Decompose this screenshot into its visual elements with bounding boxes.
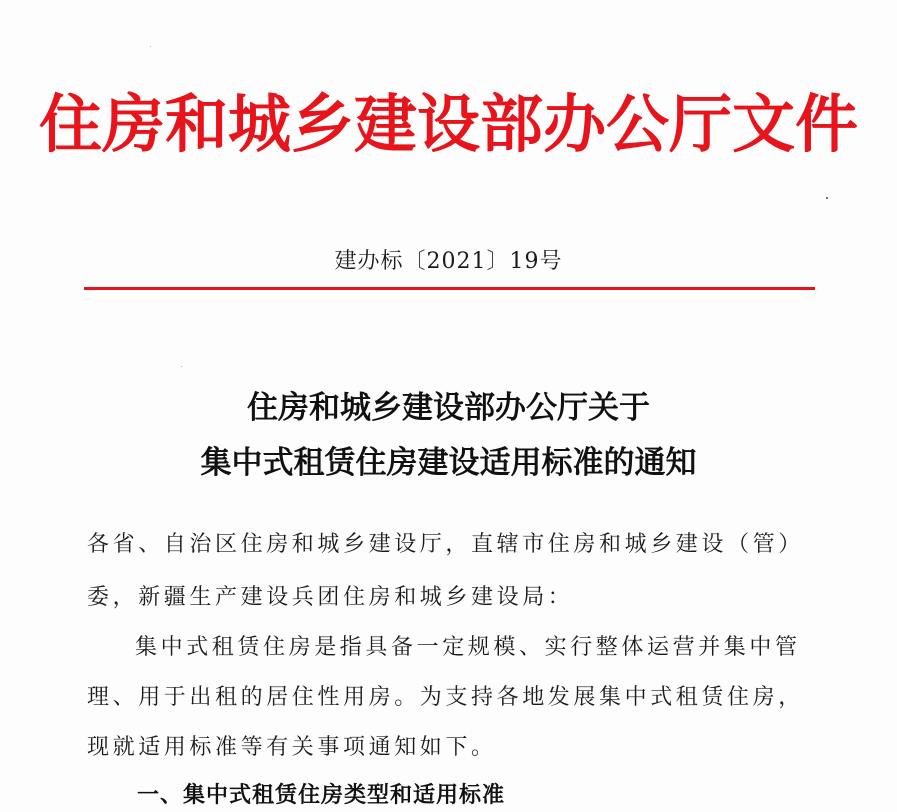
red-divider-line xyxy=(84,287,815,290)
section1-heading: 一、集中式租赁住房类型和适用标准 xyxy=(137,783,506,808)
addressee-line2: 委，新疆生产建设兵团住房和城乡建设局： xyxy=(87,585,574,610)
paragraph1-line3: 现就适用标准等有关事项通知如下。 xyxy=(87,735,497,760)
notice-title-line2: 集中式租赁住房建设适用标准的通知 xyxy=(200,445,697,481)
paragraph1-line1: 集中式租赁住房是指具备一定规模、实行整体运营并集中管 xyxy=(135,635,801,660)
scan-speck xyxy=(150,46,151,47)
notice-title-line1: 住房和城乡建设部办公厅关于 xyxy=(247,390,650,426)
issuer-title: 住房和城乡建设部办公厅文件 xyxy=(39,87,858,161)
addressee-line1: 各省、自治区住房和城乡建设厅，直辖市住房和城乡建设（管） xyxy=(87,532,804,557)
document-number: 建办标〔2021〕19号 xyxy=(334,249,563,274)
scan-speck xyxy=(826,197,828,199)
scan-speck xyxy=(181,366,182,367)
paragraph1-line2: 理、用于出租的居住性用房。为支持各地发展集中式租赁住房， xyxy=(87,685,804,710)
